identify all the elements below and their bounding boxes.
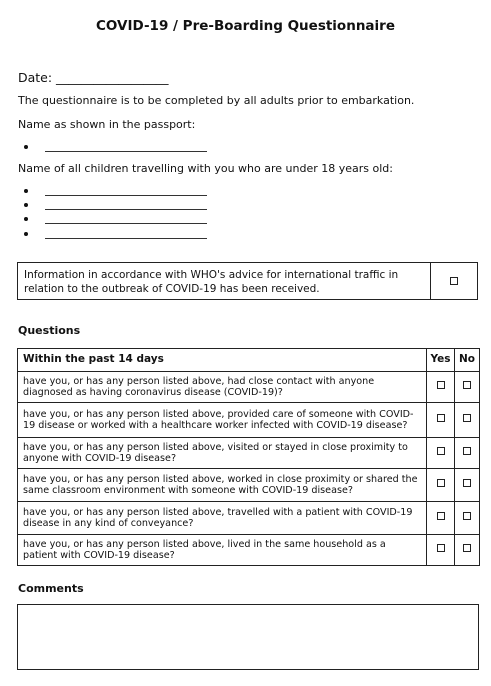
yes-cell xyxy=(427,535,455,566)
bullet-icon xyxy=(24,232,28,236)
no-cell xyxy=(455,403,480,438)
who-advice-checkbox-cell xyxy=(431,263,477,299)
yes-cell xyxy=(427,502,455,535)
bullet-icon xyxy=(24,203,28,207)
child-name-blank[interactable] xyxy=(24,199,207,211)
bullet-icon xyxy=(24,217,28,221)
table-header-row xyxy=(18,349,480,372)
yes-checkbox[interactable] xyxy=(437,512,445,520)
yes-cell xyxy=(427,372,455,403)
child-name-blank[interactable] xyxy=(24,228,207,240)
question-text: have you, or has any person listed above, had close contact with anyone diagnosed as having coronavirus disease (COVID-19)? xyxy=(18,372,427,403)
page-title: COVID-19 / Pre-Boarding Questionnaire xyxy=(96,18,395,34)
table-row xyxy=(18,438,480,469)
yes-header: Yes xyxy=(427,349,455,372)
questions-heading: Questions xyxy=(18,324,81,337)
yes-checkbox[interactable] xyxy=(437,447,445,455)
no-header: No xyxy=(455,349,480,372)
questions-table xyxy=(17,348,480,566)
child-name-blank[interactable] xyxy=(24,185,207,197)
blank-line[interactable] xyxy=(45,230,207,239)
table-row xyxy=(18,535,480,566)
child-name-blank[interactable] xyxy=(24,213,207,225)
no-checkbox[interactable] xyxy=(463,544,471,552)
yes-checkbox[interactable] xyxy=(437,414,445,422)
yes-cell xyxy=(427,403,455,438)
bullet-icon xyxy=(24,189,28,193)
yes-checkbox[interactable] xyxy=(437,544,445,552)
no-checkbox[interactable] xyxy=(463,447,471,455)
no-checkbox[interactable] xyxy=(463,414,471,422)
comments-box[interactable] xyxy=(17,604,479,670)
blank-line[interactable] xyxy=(45,215,207,224)
no-checkbox[interactable] xyxy=(463,479,471,487)
blank-line[interactable] xyxy=(45,187,207,196)
no-cell xyxy=(455,372,480,403)
question-text: have you, or has any person listed above, provided care of someone with COVID-19 disease or worked with a healthcare worker infected with COVID-19 disease? xyxy=(18,403,427,438)
passport-name-blank[interactable] xyxy=(24,141,207,153)
bullet-icon xyxy=(24,145,28,149)
question-text: have you, or has any person listed above, lived in the same household as a patient with COVID-19 disease? xyxy=(18,535,427,566)
table-row xyxy=(18,403,480,438)
yes-cell xyxy=(427,438,455,469)
question-text: have you, or has any person listed above, worked in close proximity or shared the same classroom environment with someone with COVID-19 disease? xyxy=(18,469,427,502)
comments-heading: Comments xyxy=(18,582,84,595)
question-text: have you, or has any person listed above, visited or stayed in close proximity to anyone with COVID-19 disease? xyxy=(18,438,427,469)
who-advice-checkbox[interactable] xyxy=(450,277,458,285)
no-cell xyxy=(455,438,480,469)
blank-line[interactable] xyxy=(45,143,207,152)
yes-checkbox[interactable] xyxy=(437,479,445,487)
question-text: have you, or has any person listed above, travelled with a patient with COVID-19 disease in any kind of conveyance? xyxy=(18,502,427,535)
no-checkbox[interactable] xyxy=(463,512,471,520)
within-14-days-header: Within the past 14 days xyxy=(18,349,427,372)
no-cell xyxy=(455,535,480,566)
yes-cell xyxy=(427,469,455,502)
no-checkbox[interactable] xyxy=(463,381,471,389)
no-cell xyxy=(455,502,480,535)
date-line[interactable]: Date: __________________ xyxy=(18,70,169,85)
children-names-label: Name of all children travelling with you who are under 18 years old: xyxy=(18,162,393,175)
passport-name-label: Name as shown in the passport: xyxy=(18,118,196,131)
who-advice-text: Information in accordance with WHO's advice for international traffic in relation to the outbreak of COVID-19 has been received. xyxy=(18,263,431,299)
table-row xyxy=(18,372,480,403)
table-row xyxy=(18,469,480,502)
intro-text: The questionnaire is to be completed by all adults prior to embarkation. xyxy=(18,94,415,107)
yes-checkbox[interactable] xyxy=(437,381,445,389)
blank-line[interactable] xyxy=(45,201,207,210)
no-cell xyxy=(455,469,480,502)
who-advice-box xyxy=(17,262,478,300)
table-row xyxy=(18,502,480,535)
